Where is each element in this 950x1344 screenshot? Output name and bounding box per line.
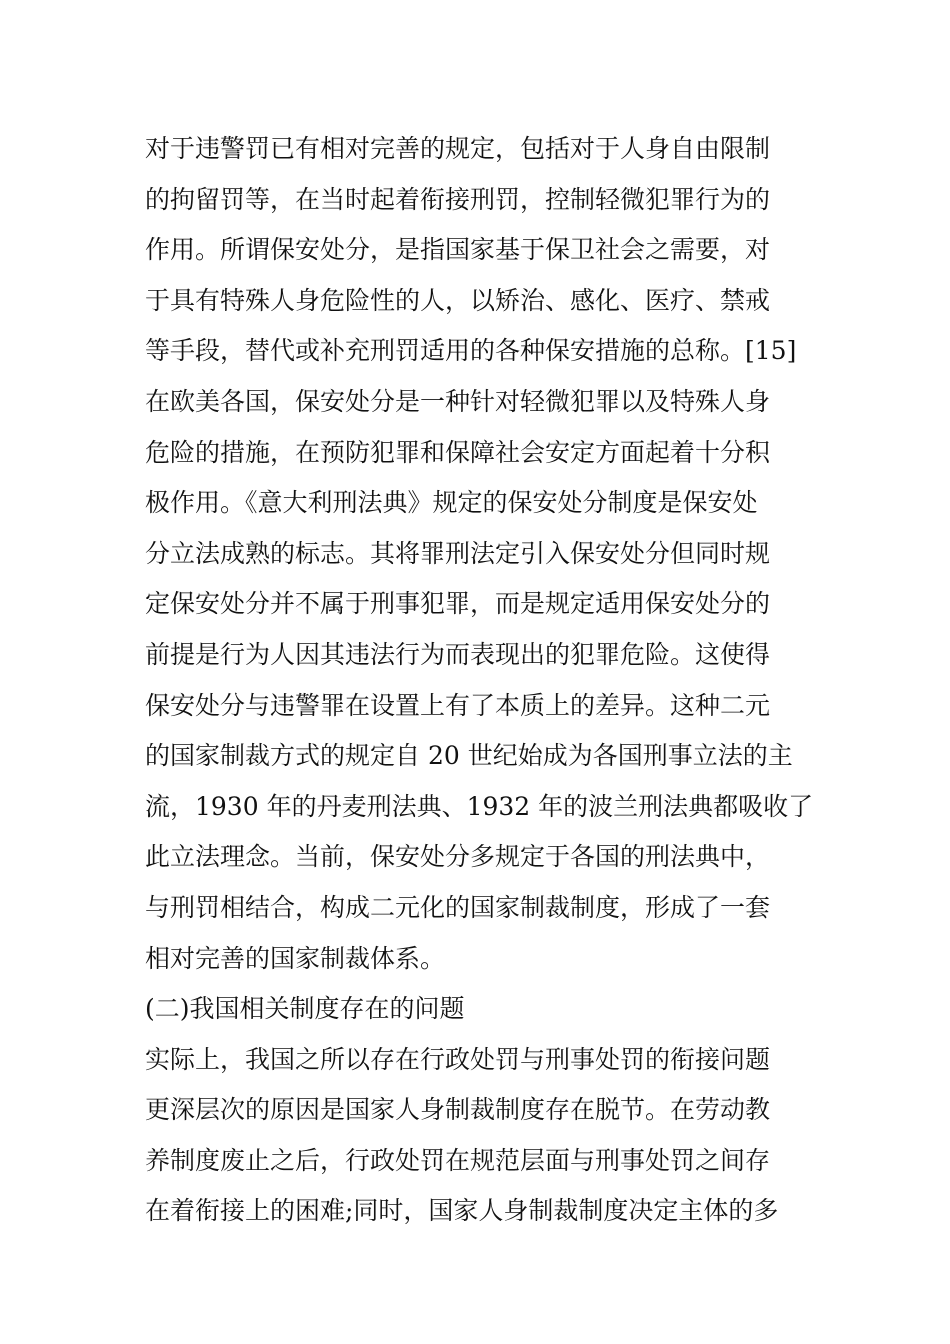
section-heading: (二)我国相关制度存在的问题 [145, 994, 465, 1024]
body-text [145, 124, 815, 1237]
text-line: 危险的措施，在预防犯罪和保障社会安定方面起着十分积 [145, 437, 771, 467]
text-line: 的国家制裁方式的规定自 20 世纪始成为各国刑事立法的主 [145, 741, 793, 771]
text-line: 的拘留罚等，在当时起着衔接刑罚，控制轻微犯罪行为的 [145, 184, 771, 214]
text-line: 于具有特殊人身危险性的人，以矫治、感化、医疗、禁戒 [145, 285, 771, 315]
text-line: 定保安处分并不属于刑事犯罪，而是规定适用保安处分的 [145, 589, 771, 619]
text-line: 极作用。《意大利刑法典》规定的保安处分制度是保安处 [145, 488, 758, 518]
text-line: 相对完善的国家制裁体系。 [145, 943, 446, 973]
text-line: 更深层次的原因是国家人身制裁制度存在脱节。在劳动教 [145, 1095, 771, 1125]
text-line: 分立法成熟的标志。其将罪刑法定引入保安处分但同时规 [145, 538, 771, 568]
text-line: 作用。所谓保安处分，是指国家基于保卫社会之需要，对 [145, 235, 771, 265]
text-line: 在着衔接上的困难;同时，国家人身制裁制度决定主体的多 [145, 1196, 779, 1226]
text-line: 等手段，替代或补充刑罚适用的各种保安措施的总称。[15] [145, 336, 797, 366]
text-line: 流，1930 年的丹麦刑法典、1932 年的波兰刑法典都吸收了 [145, 791, 814, 821]
text-line: 养制度废止之后，行政处罚在规范层面与刑事处罚之间存 [145, 1145, 771, 1175]
text-line: 实际上，我国之所以存在行政处罚与刑事处罚的衔接问题 [145, 1044, 771, 1074]
text-line: 与刑罚相结合，构成二元化的国家制裁制度，形成了一套 [145, 892, 771, 922]
text-line: 在欧美各国，保安处分是一种针对轻微犯罪以及特殊人身 [145, 386, 771, 416]
text-line: 对于违警罚已有相对完善的规定，包括对于人身自由限制 [145, 134, 771, 163]
text-line: 此立法理念。当前，保安处分多规定于各国的刑法典中， [145, 842, 771, 872]
text-line: 前提是行为人因其违法行为而表现出的犯罪危险。这使得 [145, 639, 771, 669]
text-line: 保安处分与违警罪在设置上有了本质上的差异。这种二元 [145, 690, 771, 720]
